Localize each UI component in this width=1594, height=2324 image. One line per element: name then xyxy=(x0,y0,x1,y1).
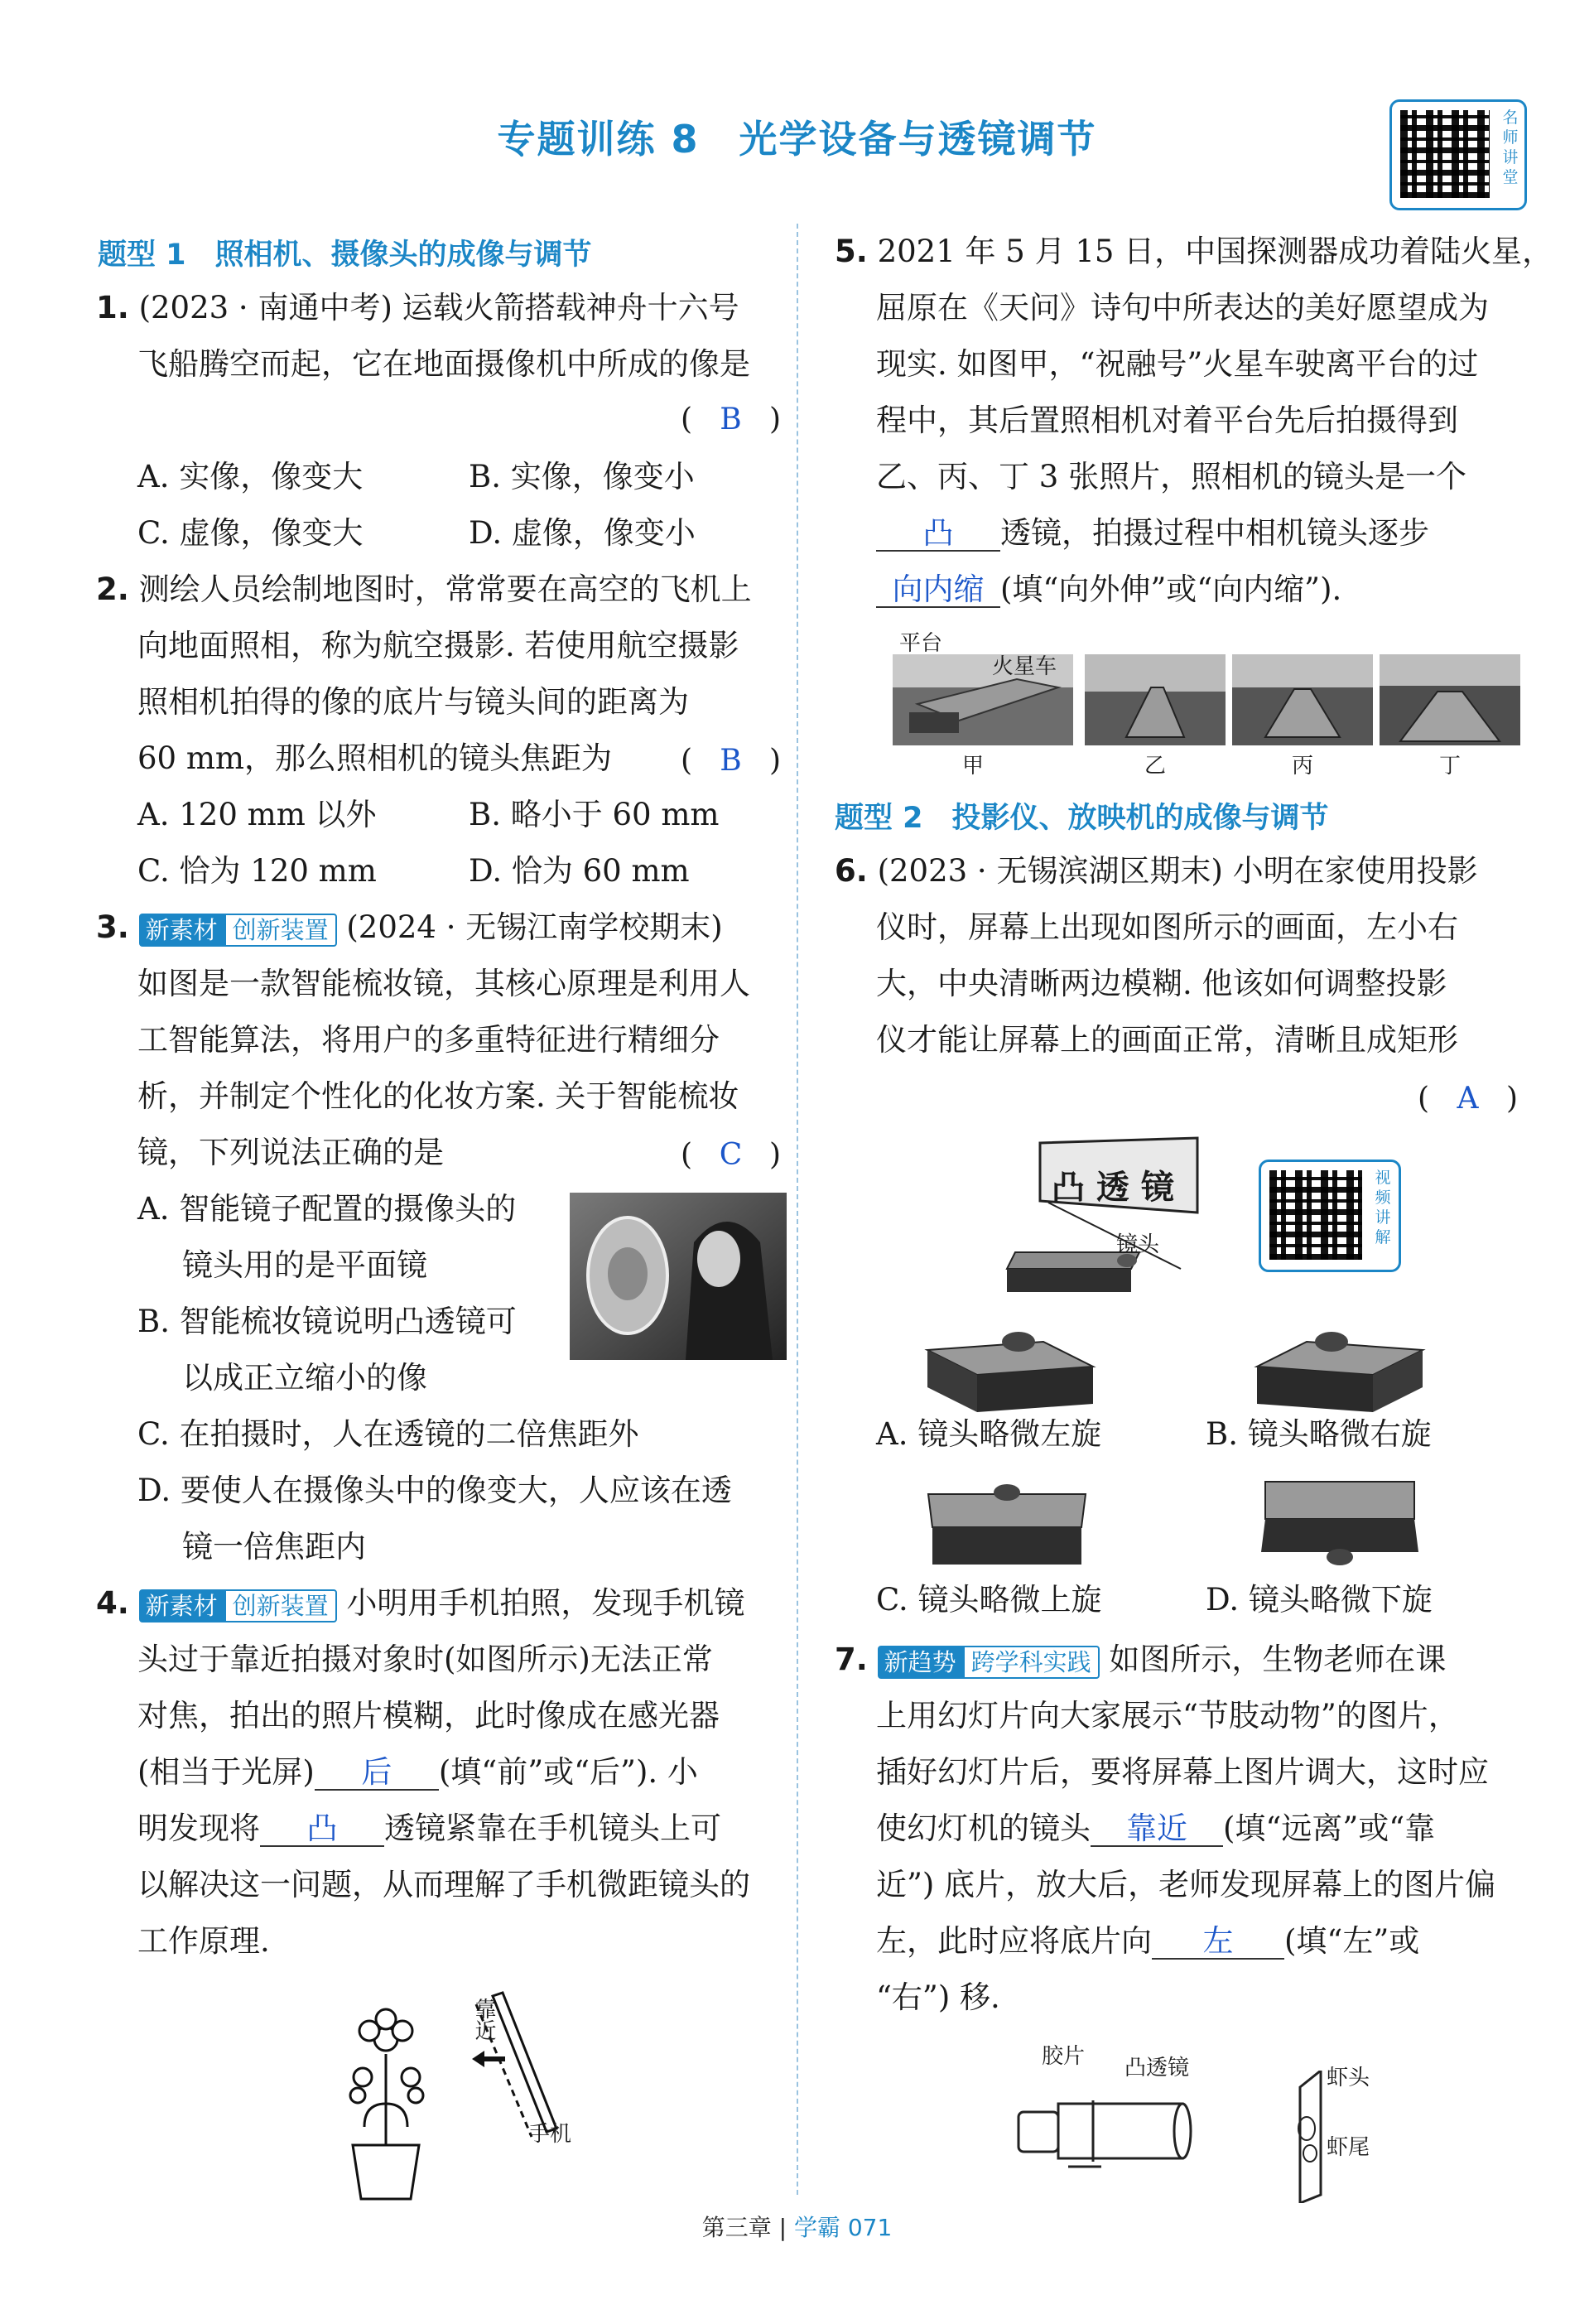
q4-line-7: 工作原理. xyxy=(137,1923,270,1959)
qr-mid-label-1: 视 xyxy=(1375,1169,1391,1187)
q1-answer: ( B ) xyxy=(681,403,781,436)
q5-line-2: 屈原在《天问》诗句中所表达的美好愿望成为 xyxy=(876,290,1489,325)
q7-line-1 xyxy=(835,1642,1446,1679)
q5-line-5: 乙、丙、丁 3 张照片，照相机的镜头是一个 xyxy=(876,459,1467,494)
q3-answer: ( C ) xyxy=(681,1138,781,1172)
q3-line-5: 镜，下列说法正确的是 xyxy=(137,1135,444,1170)
q5-fig-platform-label: 平台 xyxy=(899,631,943,656)
q3-option-b-1: B. 智能梳妆镜说明凸透镜可 xyxy=(137,1304,517,1339)
q2-line-2: 向地面照相，称为航空摄影. 若使用航空摄影 xyxy=(137,628,739,663)
q2-line-1 xyxy=(96,571,752,608)
q6-line-1 xyxy=(835,853,1478,890)
q4-line-3: 对焦，拍出的照片模糊，此时像成在感光器 xyxy=(137,1698,720,1733)
column-divider xyxy=(797,224,798,2195)
mars-rover-photo-bing xyxy=(1232,654,1373,745)
q2-line-3: 照相机拍得的像的底片与镜头间的距离为 xyxy=(137,684,689,720)
q6-option-a: A. 镜头略微左旋 xyxy=(876,1416,1102,1452)
qr-mid-label-2: 频 xyxy=(1375,1189,1391,1207)
q4-line-1 xyxy=(96,1585,744,1622)
q5-text-7b: (填“向外伸”或“向内缩”). xyxy=(1000,571,1342,607)
q5-line-3: 现实. 如图甲，“祝融号”火星车驶离平台的过 xyxy=(876,346,1479,382)
q6-option-d-figure xyxy=(1257,1478,1423,1569)
qr-top-label-3: 讲 xyxy=(1502,148,1519,166)
q2-line-4: 60 mm，那么照相机的镜头焦距为 xyxy=(137,740,613,776)
q3-line-1 xyxy=(96,909,723,947)
q5-number: 5. xyxy=(835,234,868,269)
q4-blank-2[interactable]: 凸 xyxy=(260,1812,384,1847)
q1-text-1: (2023 · 南通中考) 运载火箭搭载神舟十六号 xyxy=(138,290,739,325)
q3-source: (2024 · 无锡江南学校期末) xyxy=(346,909,723,945)
q7-fig-head-label: 虾头 xyxy=(1327,2066,1370,2090)
q7-line-4 xyxy=(876,1811,1435,1847)
q6-line-3: 大，中央清晰两边模糊. 他该如何调整投影 xyxy=(876,966,1447,1001)
q3-option-a-2: 镜头用的是平面镜 xyxy=(182,1247,427,1283)
q4-text-5b: 透镜紧靠在手机镜头上可 xyxy=(384,1811,721,1846)
q3-answer-value: C xyxy=(719,1138,743,1172)
q3-tag-new-material: 新素材 xyxy=(139,914,224,947)
qr-top-label-1: 名 xyxy=(1502,108,1519,127)
slide-projector-figure xyxy=(1002,2071,1499,2203)
q4-text-4a: (相当于光屏) xyxy=(137,1754,315,1790)
q5-line-1 xyxy=(835,234,1553,270)
footer-page-number: 071 xyxy=(847,2214,893,2241)
q1-line-2: 飞船腾空而起，它在地面摄像机中所成的像是 xyxy=(137,346,750,382)
q4-tag-new-material: 新素材 xyxy=(139,1589,224,1622)
q1-option-d: D. 虚像，像变小 xyxy=(469,515,696,551)
q7-number: 7. xyxy=(835,1642,868,1677)
q4-text-4b: (填“前”或“后”). 小 xyxy=(438,1754,698,1790)
q7-text-6a: 左，此时应将底片向 xyxy=(876,1923,1152,1959)
q4-line-6: 以解决这一问题，从而理解了手机微距镜头的 xyxy=(137,1867,750,1902)
page-title: 专题训练 8 光学设备与透镜调节 xyxy=(497,117,1097,162)
q5-fig-rover-label: 火星车 xyxy=(992,654,1057,679)
q4-number: 4. xyxy=(96,1585,129,1621)
q2-option-a: A. 120 mm 以外 xyxy=(137,797,377,832)
qr-video-pattern-icon xyxy=(1269,1170,1362,1260)
q5-line-7 xyxy=(876,571,1341,608)
q6-line-2: 仪时，屏幕上出现如图所示的画面，左小右 xyxy=(876,909,1458,945)
q6-option-c-figure xyxy=(924,1478,1090,1569)
q7-blank-1[interactable]: 靠近 xyxy=(1091,1812,1223,1847)
footer-brand: 学霸 xyxy=(793,2214,840,2241)
q4-line-5 xyxy=(137,1811,721,1847)
q3-number: 3. xyxy=(96,909,129,945)
flower-phone-figure xyxy=(340,1979,588,2203)
q1-option-a: A. 实像，像变大 xyxy=(137,459,364,494)
section-2-heading: 题型 2 投影仪、放映机的成像与调节 xyxy=(835,802,1329,835)
q6-option-c: C. 镜头略微上旋 xyxy=(876,1582,1102,1618)
q6-answer: ( A ) xyxy=(1418,1082,1518,1116)
q1-option-c: C. 虚像，像变大 xyxy=(137,515,364,551)
q5-text-1: 2021 年 5 月 15 日，中国探测器成功着陆火星， xyxy=(877,234,1553,269)
qr-code-top[interactable] xyxy=(1389,99,1527,210)
q5-blank-2[interactable]: 向内缩 xyxy=(876,573,1000,608)
qr-code-video[interactable] xyxy=(1259,1160,1401,1272)
q3-line-3: 工智能算法，将用户的多重特征进行精细分 xyxy=(137,1022,720,1058)
q6-lens-label: 镜头 xyxy=(1116,1232,1160,1257)
qr-top-label-4: 堂 xyxy=(1502,168,1519,186)
q6-screen-text: 凸 透 镜 xyxy=(1052,1168,1174,1207)
q4-text-1: 小明用手机拍照，发现手机镜 xyxy=(346,1585,745,1621)
q4-line-2: 头过于靠近拍摄对象时(如图所示)无法正常 xyxy=(137,1642,713,1677)
qr-mid-label-3: 讲 xyxy=(1375,1208,1391,1227)
q7-blank-2[interactable]: 左 xyxy=(1152,1925,1284,1960)
qr-pattern-icon xyxy=(1400,110,1490,198)
q7-text-4a: 使幻灯机的镜头 xyxy=(876,1811,1091,1846)
q3-option-c: C. 在拍摄时，人在透镜的二倍焦距外 xyxy=(137,1416,639,1452)
q2-option-d: D. 恰为 60 mm xyxy=(469,853,690,889)
q7-fig-lens-label: 凸透镜 xyxy=(1124,2056,1190,2081)
q3-option-b-2: 以成正立缩小的像 xyxy=(182,1360,427,1396)
q3-option-a-1: A. 智能镜子配置的摄像头的 xyxy=(137,1191,517,1227)
q6-number: 6. xyxy=(835,853,868,889)
q5-caption-ding: 丁 xyxy=(1439,754,1462,779)
mars-rover-photo-yi xyxy=(1085,654,1226,745)
q6-answer-value: A xyxy=(1457,1082,1479,1116)
q7-text-6b: (填“左”或 xyxy=(1284,1923,1420,1959)
q4-fig-phone-label: 手机 xyxy=(528,2122,572,2147)
q6-text-1: (2023 · 无锡滨湖区期末) 小明在家使用投影 xyxy=(877,853,1478,889)
q3-option-d-2: 镜一倍焦距内 xyxy=(182,1529,366,1565)
smart-mirror-photo xyxy=(570,1193,787,1360)
q2-option-b: B. 略小于 60 mm xyxy=(469,797,720,832)
q2-answer: ( B ) xyxy=(681,744,781,778)
q6-line-4: 仪才能让屏幕上的画面正常，清晰且成矩形 xyxy=(876,1022,1458,1058)
page-footer: 第三章 | 学霸 071 xyxy=(701,2214,893,2241)
q6-option-a-figure xyxy=(919,1317,1101,1416)
q5-blank-1[interactable]: 凸 xyxy=(876,517,1000,552)
q2-number: 2. xyxy=(96,571,129,607)
q2-answer-value: B xyxy=(720,744,742,778)
q7-tag-cross-discipline: 跨学科实践 xyxy=(963,1646,1100,1679)
qr-top-label-2: 师 xyxy=(1502,128,1519,147)
section-1-heading: 题型 1 照相机、摄像头的成像与调节 xyxy=(98,239,592,272)
q3-line-4: 析，并制定个性化的化妆方案. 关于智能梳妆 xyxy=(137,1078,739,1114)
q6-option-b-figure xyxy=(1249,1317,1431,1416)
q4-fig-near-label: 靠近 xyxy=(471,1998,496,2041)
q7-text-1: 如图所示，生物老师在课 xyxy=(1109,1642,1447,1677)
q5-line-4: 程中，其后置照相机对着平台先后拍摄得到 xyxy=(876,403,1458,438)
q7-line-7: “右”) 移. xyxy=(876,1979,1000,2015)
q7-line-2: 上用幻灯片向大家展示“节肢动物”的图片， xyxy=(876,1698,1459,1733)
q7-text-4b: (填“远离”或“靠 xyxy=(1223,1811,1436,1846)
q1-number: 1. xyxy=(96,290,129,325)
q5-caption-bing: 丙 xyxy=(1292,754,1314,779)
q7-line-6 xyxy=(876,1923,1419,1960)
q7-fig-tail-label: 虾尾 xyxy=(1327,2135,1370,2160)
q3-tag-innovative: 创新装置 xyxy=(224,914,337,947)
q2-text-1: 测绘人员绘制地图时，常常要在高空的飞机上 xyxy=(138,571,752,607)
qr-mid-label-4: 解 xyxy=(1375,1228,1391,1246)
q7-fig-film-label: 胶片 xyxy=(1042,2044,1086,2069)
q1-line-1 xyxy=(96,290,739,326)
q7-tag-new-trend: 新趋势 xyxy=(878,1646,963,1679)
q5-line-6 xyxy=(876,515,1429,552)
q7-line-3: 插好幻灯片后，要将屏幕上图片调大，这时应 xyxy=(876,1754,1489,1790)
q3-option-d-1: D. 要使人在摄像头中的像变大，人应该在透 xyxy=(137,1473,732,1508)
q6-option-b: B. 镜头略微右旋 xyxy=(1206,1416,1432,1452)
footer-chapter: 第三章 xyxy=(701,2214,772,2241)
q5-caption-yi: 乙 xyxy=(1144,754,1167,779)
q1-option-b: B. 实像，像变小 xyxy=(469,459,695,494)
q2-option-c: C. 恰为 120 mm xyxy=(137,853,377,889)
q5-caption-jia: 甲 xyxy=(962,754,985,779)
q4-tag-innovative: 创新装置 xyxy=(224,1589,337,1622)
mars-rover-photo-ding xyxy=(1380,654,1520,745)
q5-text-6b: 透镜，拍摄过程中相机镜头逐步 xyxy=(1000,515,1429,551)
q1-answer-value: B xyxy=(720,403,742,436)
q6-option-d: D. 镜头略微下旋 xyxy=(1206,1582,1433,1618)
q4-line-4 xyxy=(137,1754,698,1791)
q4-text-5a: 明发现将 xyxy=(137,1811,260,1846)
q3-line-2: 如图是一款智能梳妆镜，其核心原理是利用人 xyxy=(137,966,750,1001)
q4-blank-1[interactable]: 后 xyxy=(315,1756,439,1791)
q7-line-5: 近”) 底片，放大后，老师发现屏幕上的图片偏 xyxy=(876,1867,1496,1902)
